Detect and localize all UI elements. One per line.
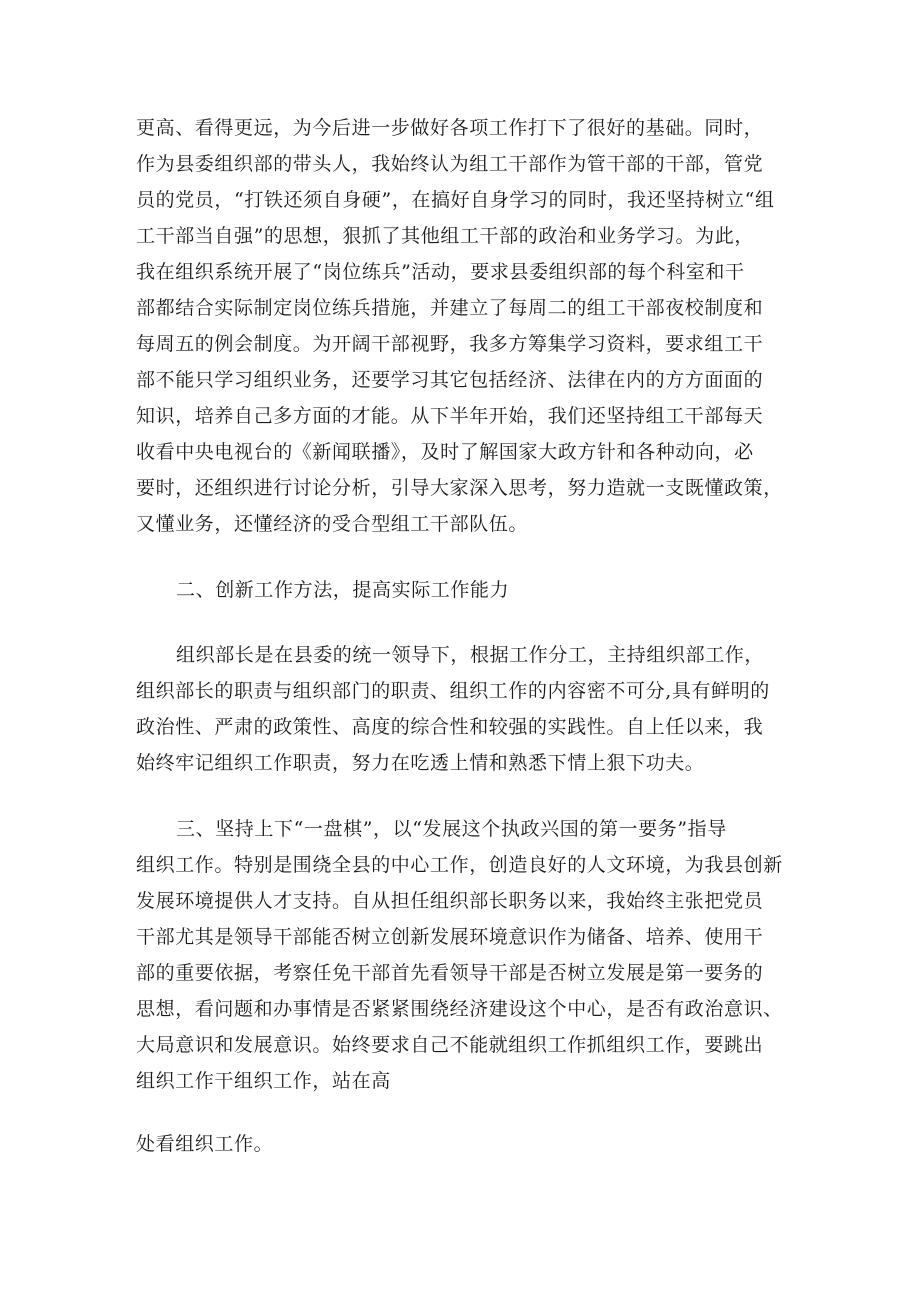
- text-line: 干部尤其是领导干部能否树立创新发展环境意识作为储备、培养、使用干: [136, 926, 764, 948]
- text-line: 组织工作。特别是围绕全县的中心工作，创造良好的人文环境，为我县创新: [136, 854, 783, 876]
- text-line: 部都结合实际制定岗位练兵措施，并建立了每周二的组工干部夜校制度和: [136, 297, 764, 319]
- text-line: 要时，还组织进行讨论分析，引导大家深入思考，努力造就一支既懂政策，: [136, 477, 783, 499]
- text-line: 思想，看问题和办事情是否紧紧围绕经济建设这个中心，是否有政治意识、: [136, 998, 783, 1020]
- text-line: 每周五的例会制度。为开阔干部视野，我多方筹集学习资料，要求组工干: [136, 333, 764, 355]
- text-line: 组织工作干组织工作，站在高: [136, 1070, 391, 1092]
- text-line: 作为县委组织部的带头人，我始终认为组工干部作为管干部的干部，管党: [136, 153, 764, 175]
- text-line: 组织部长的职责与组织部门的职责、组织工作的内容密不可分,具有鲜明的: [136, 680, 770, 702]
- text-line: 发展环境提供人才支持。自从担任组织部长职务以来，我始终主张把党员: [136, 890, 764, 912]
- text-line: 大局意识和发展意识。始终要求自己不能就组织工作抓组织工作，要跳出: [136, 1034, 764, 1056]
- text-line: 员的党员，“打铁还须自身硬”，在搞好自身学习的同时，我还坚持树立“组: [136, 189, 775, 211]
- text-line: 又懂业务，还懂经济的受合型组工干部队伍。: [136, 513, 529, 535]
- text-line: 部不能只学习组织业务，还要学习其它包括经济、法律在内的方方面面的: [136, 369, 764, 391]
- text-line: 收看中央电视台的《新闻联播》，及时了解国家大政方针和各种动向，必: [136, 441, 754, 463]
- text-line: 更高、看得更远，为今后进一步做好各项工作打下了很好的基础。同时，: [136, 117, 764, 139]
- text-line: 工干部当自强”的思想，狠抓了其他组工干部的政治和业务学习。为此，: [136, 225, 754, 247]
- text-line: 政治性、严肃的政策性、高度的综合性和较强的实践性。自上任以来，我: [136, 716, 764, 738]
- text-line: 始终牢记组织工作职责，努力在吃透上情和熟悉下情上狠下功夫。: [136, 752, 705, 774]
- text-line: 我在组织系统开展了“岗位练兵”活动，要求县委组织部的每个科室和干: [136, 261, 745, 283]
- text-line: 组织部长是在县委的统一领导下，根据工作分工，主持组织部工作，: [176, 644, 765, 666]
- text-line: 处看组织工作。: [136, 1133, 274, 1155]
- text-line: 知识，培养自己多方面的才能。从下半年开始，我们还坚持组工干部每天: [136, 405, 764, 427]
- text-line: 部的重要依据，考察任免干部首先看领导干部是否树立发展是第一要务的: [136, 962, 764, 984]
- section-heading: 二、创新工作方法，提高实际工作能力: [176, 579, 510, 601]
- text-line: 三、坚持上下“一盘棋”，以“发展这个执政兴国的第一要务”指导: [176, 818, 727, 840]
